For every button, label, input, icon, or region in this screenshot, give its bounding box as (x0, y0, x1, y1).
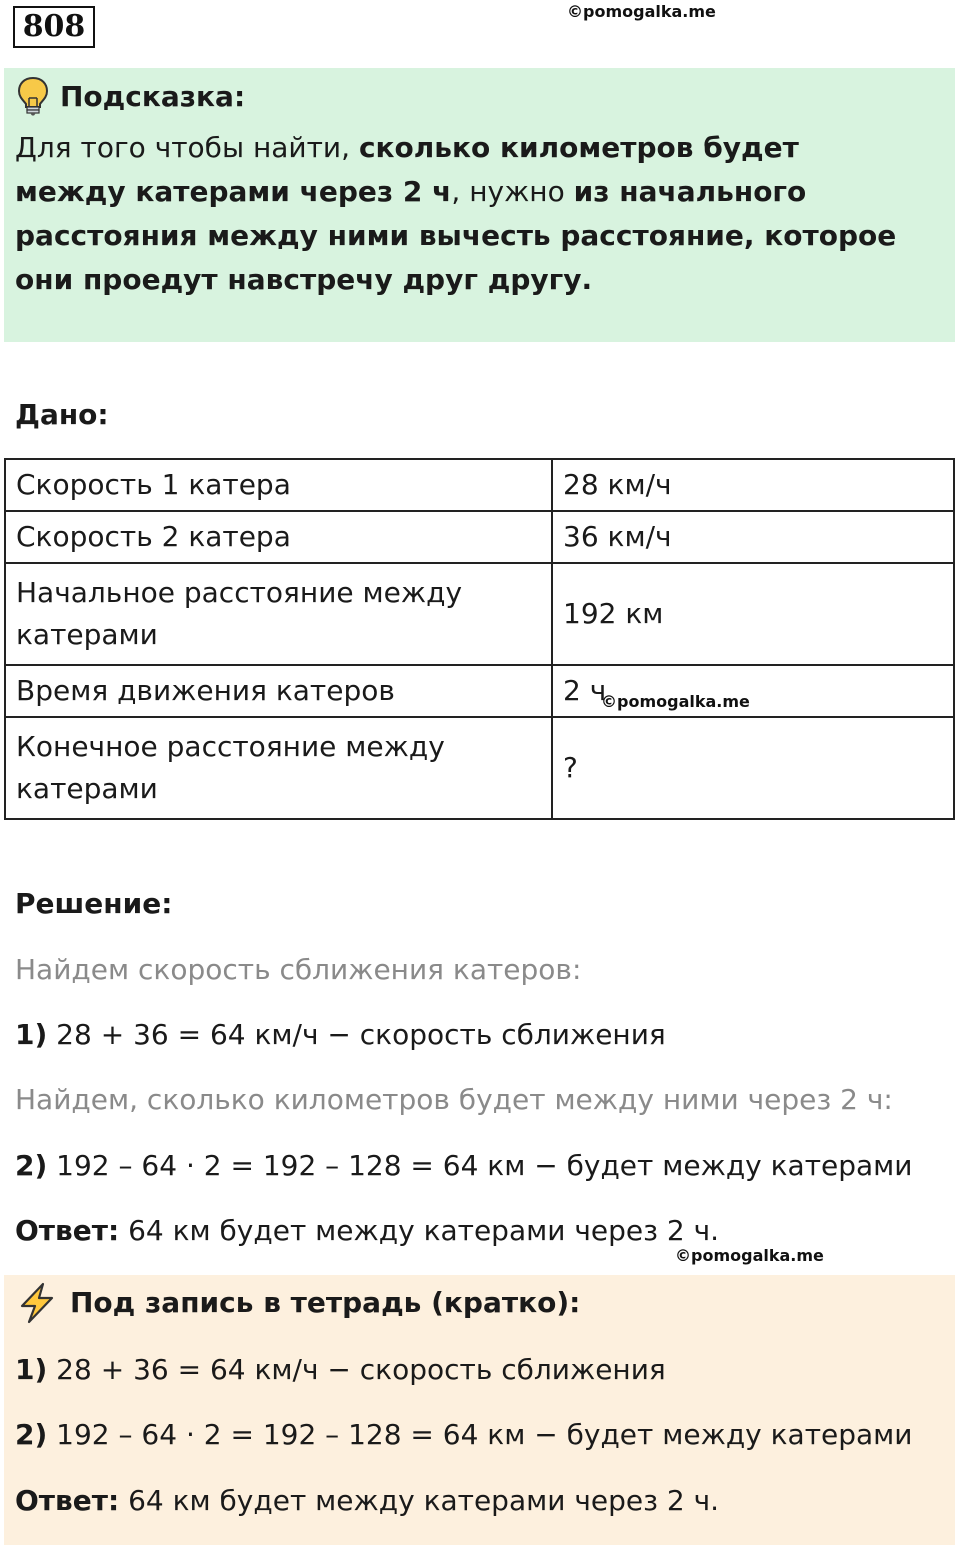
table-row (5, 511, 954, 563)
given-value: 36 км/ч (552, 511, 954, 563)
watermark-bottom: ©pomogalka.me (675, 1246, 824, 1265)
solution-intro-1: Найдем скорость сближения катеров: (15, 953, 582, 986)
notes-answer: Ответ: 64 км будет между катерами через 2 ч. (15, 1484, 720, 1517)
watermark-top: ©pomogalka.me (567, 2, 716, 21)
lightning-icon (16, 1282, 58, 1328)
solution-answer: Ответ: 64 км будет между катерами через 2 ч. (15, 1214, 720, 1247)
hint-text: Для того чтобы найти, сколько километров будет между катерами через 2 ч, нужно из начального расстояния между ними вычесть расстояние, которое они проедут навстречу друг другу. (15, 131, 897, 296)
given-value: 28 км/ч (552, 459, 954, 511)
hint-title: Подсказка: (60, 80, 246, 113)
table-row (5, 717, 954, 819)
solution-intro-2: Найдем, сколько километров будет между ними через 2 ч: (15, 1083, 893, 1116)
notes-title: Под запись в тетрадь (кратко): (70, 1286, 581, 1319)
given-table (4, 458, 955, 820)
watermark-table: ©pomogalka.me (601, 692, 750, 711)
solution-step-1: 1) 28 + 36 = 64 км/ч − скорость сближения (15, 1018, 666, 1051)
given-label: Начальное расстояние между катерами (5, 563, 552, 665)
given-value: 192 км (552, 563, 954, 665)
notes-step-2: 2) 192 – 64 · 2 = 192 – 128 = 64 км − будет между катерами (15, 1418, 913, 1451)
table-row (5, 459, 954, 511)
given-value: ? (552, 717, 954, 819)
given-title: Дано: (15, 398, 109, 431)
lightbulb-icon (16, 76, 50, 120)
solution-step-2: 2) 192 – 64 · 2 = 192 – 128 = 64 км − будет между катерами (15, 1149, 913, 1182)
given-label: Конечное расстояние между катерами (5, 717, 552, 819)
notes-step-1: 1) 28 + 36 = 64 км/ч − скорость сближения (15, 1353, 666, 1386)
table-row (5, 665, 954, 717)
given-value: 2 ч (552, 665, 954, 717)
solution-title: Решение: (15, 887, 173, 920)
table-row (5, 563, 954, 665)
given-label: Скорость 2 катера (5, 511, 552, 563)
given-label: Время движения катеров (5, 665, 552, 717)
task-number: 808 (13, 6, 95, 48)
given-label: Скорость 1 катера (5, 459, 552, 511)
